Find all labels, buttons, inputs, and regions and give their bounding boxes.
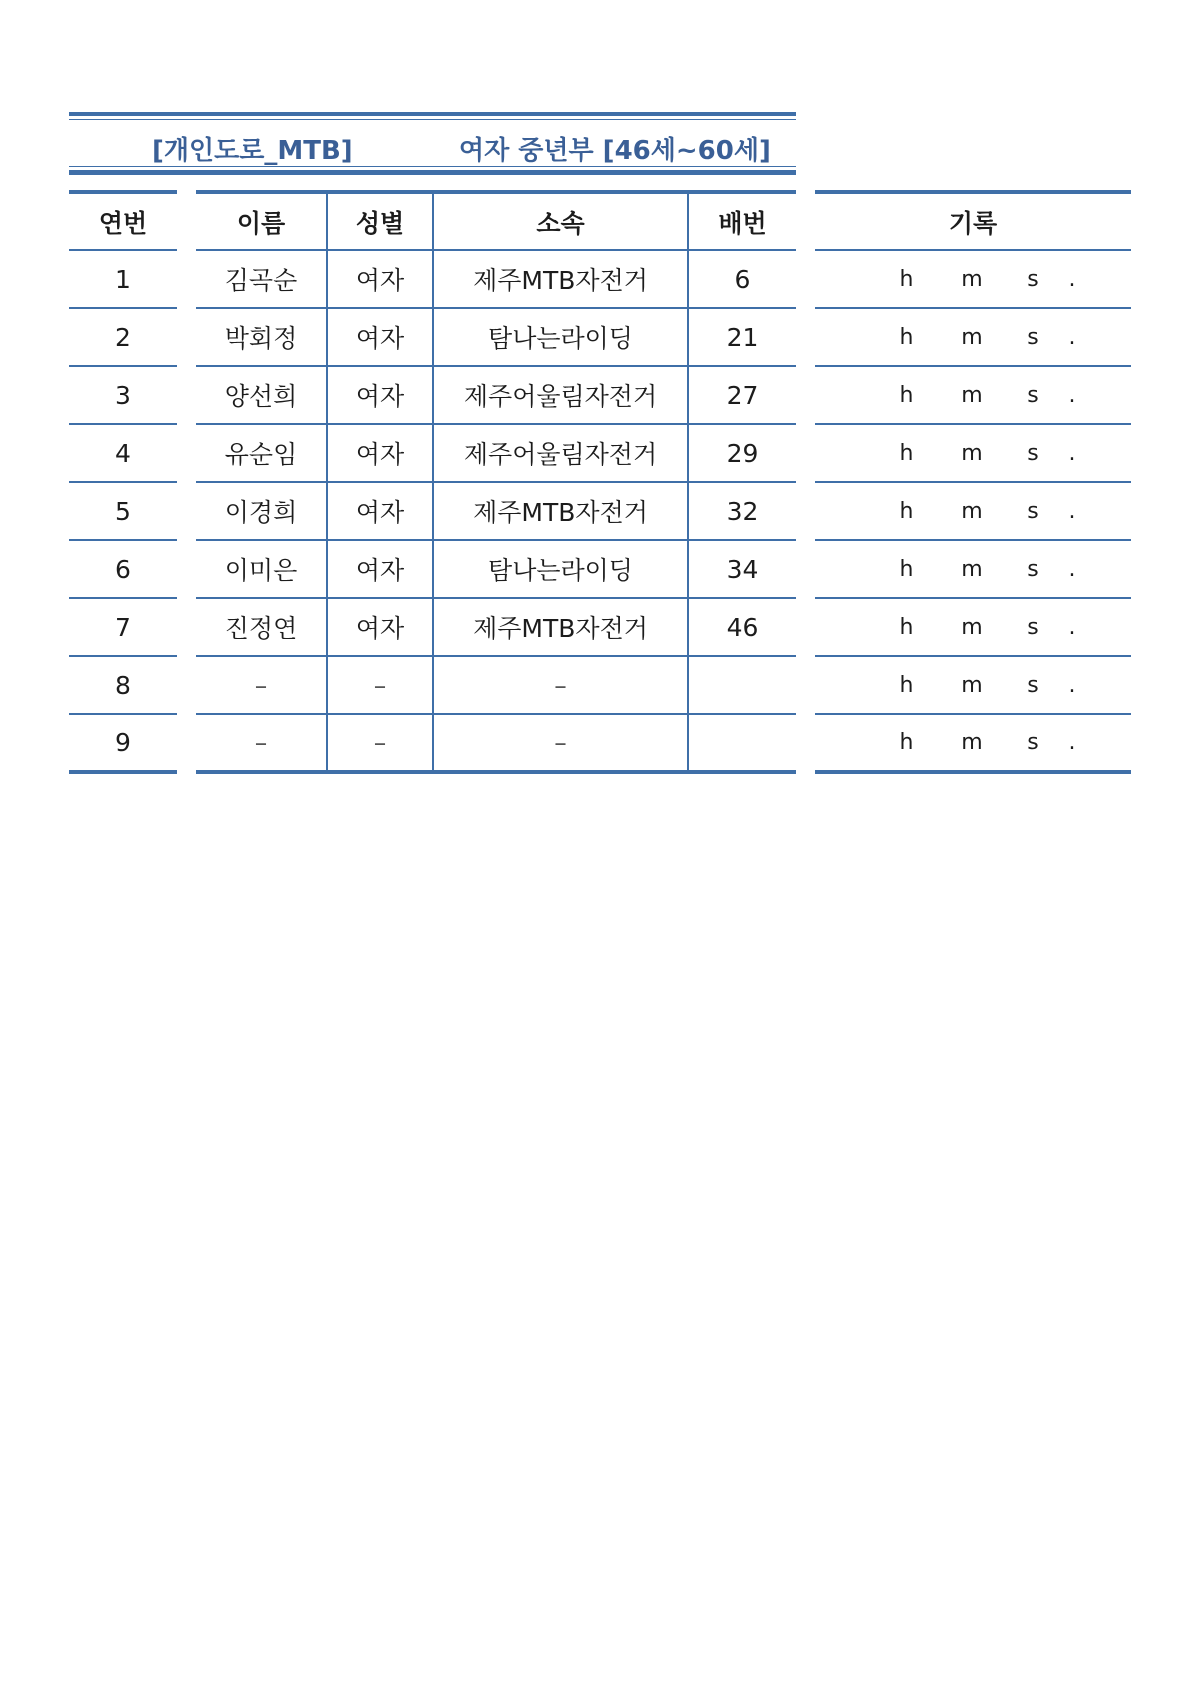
row-record xyxy=(815,308,1131,366)
participant-table xyxy=(196,190,796,774)
row-name: 유순임 xyxy=(196,424,327,482)
table-row xyxy=(815,366,1131,424)
table-row xyxy=(815,308,1131,366)
row-record xyxy=(815,656,1131,714)
row-name: 박회정 xyxy=(196,308,327,366)
header-no: 연번 xyxy=(69,192,177,250)
fraction-dot: . xyxy=(1068,498,1076,524)
record-table xyxy=(815,190,1131,774)
table-row xyxy=(69,308,177,366)
fraction-dot: . xyxy=(1068,672,1076,698)
row-name: 이경희 xyxy=(196,482,327,540)
row-gender: – xyxy=(327,714,433,772)
fraction-dot: . xyxy=(1068,440,1076,466)
row-record xyxy=(815,424,1131,482)
table-row xyxy=(196,598,796,656)
row-no: 6 xyxy=(69,540,177,598)
table-row xyxy=(815,714,1131,772)
table-row xyxy=(815,598,1131,656)
row-name: 김곡순 xyxy=(196,250,327,308)
fraction-dot: . xyxy=(1068,614,1076,640)
table-row xyxy=(196,656,796,714)
row-no: 4 xyxy=(69,424,177,482)
table-row xyxy=(196,308,796,366)
row-team: 탐나는라이딩 xyxy=(433,308,688,366)
table-row xyxy=(196,250,796,308)
seconds-unit: s xyxy=(1027,614,1039,640)
row-bib xyxy=(688,656,796,714)
hours-unit: h xyxy=(899,730,914,755)
row-name: – xyxy=(196,656,327,714)
row-name: – xyxy=(196,714,327,772)
row-team: – xyxy=(433,714,688,772)
row-no: 5 xyxy=(69,482,177,540)
row-team: 제주MTB자전거 xyxy=(433,598,688,656)
category-title: 여자 중년부 [46세~60세] xyxy=(459,136,771,166)
row-team: 제주MTB자전거 xyxy=(433,482,688,540)
row-bib: 32 xyxy=(688,482,796,540)
table-row xyxy=(196,714,796,772)
hours-unit: h xyxy=(899,556,914,582)
row-gender: 여자 xyxy=(327,598,433,656)
row-bib: 6 xyxy=(688,250,796,308)
table-row xyxy=(69,250,177,308)
table-row xyxy=(69,598,177,656)
row-bib xyxy=(688,714,796,772)
table-row xyxy=(69,714,177,772)
seconds-unit: s xyxy=(1027,324,1039,350)
minutes-unit: m xyxy=(961,730,983,755)
row-record xyxy=(815,482,1131,540)
row-gender: 여자 xyxy=(327,308,433,366)
table-row xyxy=(196,366,796,424)
minutes-unit: m xyxy=(961,440,983,466)
row-team: 제주MTB자전거 xyxy=(433,250,688,308)
row-gender: 여자 xyxy=(327,540,433,598)
seconds-unit: s xyxy=(1027,382,1039,408)
hours-unit: h xyxy=(899,324,914,350)
row-no: 8 xyxy=(69,656,177,714)
hours-unit: h xyxy=(899,672,914,698)
row-record xyxy=(815,714,1131,772)
minutes-unit: m xyxy=(961,266,983,292)
fraction-dot: . xyxy=(1068,556,1076,582)
minutes-unit: m xyxy=(961,324,983,350)
table-row xyxy=(196,540,796,598)
table-row xyxy=(815,540,1131,598)
row-record xyxy=(815,598,1131,656)
minutes-unit: m xyxy=(961,498,983,524)
number-column-table xyxy=(69,190,177,774)
seconds-unit: s xyxy=(1027,730,1039,755)
row-team: – xyxy=(433,656,688,714)
fraction-dot: . xyxy=(1068,324,1076,350)
row-no: 7 xyxy=(69,598,177,656)
minutes-unit: m xyxy=(961,614,983,640)
row-bib: 46 xyxy=(688,598,796,656)
table-row xyxy=(815,424,1131,482)
table-row xyxy=(69,540,177,598)
seconds-unit: s xyxy=(1027,440,1039,466)
table-row xyxy=(196,482,796,540)
row-bib: 34 xyxy=(688,540,796,598)
hours-unit: h xyxy=(899,266,914,292)
table-row xyxy=(815,656,1131,714)
row-bib: 29 xyxy=(688,424,796,482)
row-name: 진정연 xyxy=(196,598,327,656)
row-no: 3 xyxy=(69,366,177,424)
hours-unit: h xyxy=(899,440,914,466)
event-title: [개인도로_MTB] xyxy=(152,136,353,166)
row-no: 1 xyxy=(69,250,177,308)
row-gender: – xyxy=(327,656,433,714)
header-record: 기록 xyxy=(815,192,1131,250)
hours-unit: h xyxy=(899,498,914,524)
header-gender: 성별 xyxy=(327,192,433,250)
row-no: 2 xyxy=(69,308,177,366)
row-team: 탐나는라이딩 xyxy=(433,540,688,598)
fraction-dot: . xyxy=(1068,382,1076,408)
seconds-unit: s xyxy=(1027,556,1039,582)
row-name: 이미은 xyxy=(196,540,327,598)
table-row xyxy=(69,482,177,540)
fraction-dot: . xyxy=(1068,730,1076,755)
title-banner xyxy=(69,112,796,175)
minutes-unit: m xyxy=(961,672,983,698)
table-row xyxy=(196,424,796,482)
hours-unit: h xyxy=(899,614,914,640)
hours-unit: h xyxy=(899,382,914,408)
row-no: 9 xyxy=(69,714,177,772)
fraction-dot: . xyxy=(1068,266,1076,292)
seconds-unit: s xyxy=(1027,266,1039,292)
table-row xyxy=(69,366,177,424)
row-gender: 여자 xyxy=(327,366,433,424)
row-team: 제주어울림자전거 xyxy=(433,366,688,424)
minutes-unit: m xyxy=(961,556,983,582)
row-bib: 21 xyxy=(688,308,796,366)
seconds-unit: s xyxy=(1027,498,1039,524)
row-gender: 여자 xyxy=(327,250,433,308)
row-name: 양선희 xyxy=(196,366,327,424)
minutes-unit: m xyxy=(961,382,983,408)
header-name: 이름 xyxy=(196,192,327,250)
header-team: 소속 xyxy=(433,192,688,250)
table-row xyxy=(69,424,177,482)
row-bib: 27 xyxy=(688,366,796,424)
row-gender: 여자 xyxy=(327,482,433,540)
header-bib: 배번 xyxy=(688,192,796,250)
seconds-unit: s xyxy=(1027,672,1039,698)
row-record xyxy=(815,366,1131,424)
row-record xyxy=(815,250,1131,308)
table-row xyxy=(815,482,1131,540)
row-record xyxy=(815,540,1131,598)
table-row xyxy=(69,656,177,714)
row-team: 제주어울림자전거 xyxy=(433,424,688,482)
row-gender: 여자 xyxy=(327,424,433,482)
table-row xyxy=(815,250,1131,308)
